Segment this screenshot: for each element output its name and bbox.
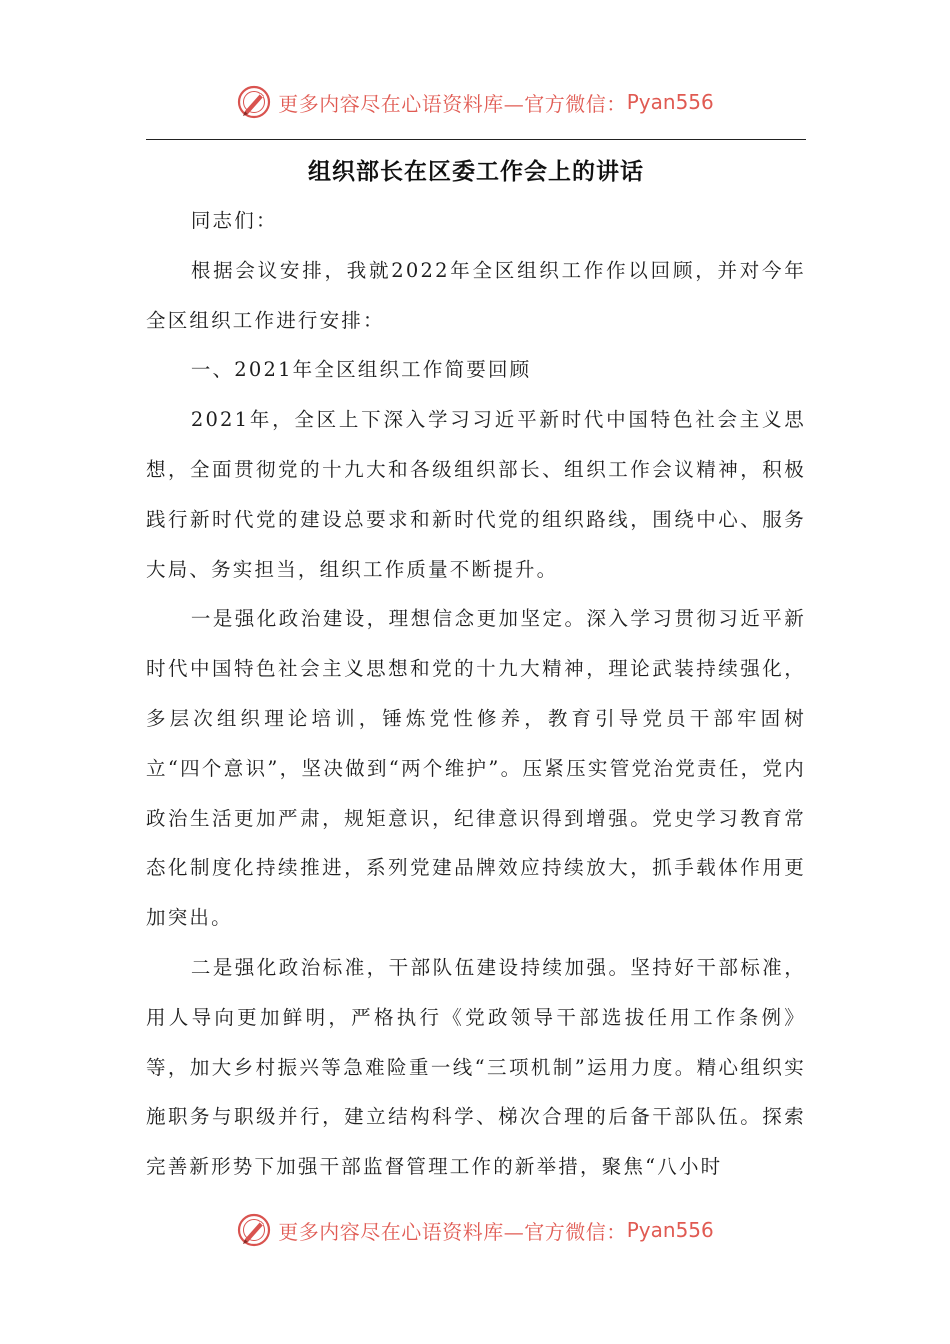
watermark-text: 更多内容尽在心语资料库—官方微信：: [278, 91, 627, 116]
footer-watermark: [0, 1208, 950, 1252]
header-divider: [146, 139, 806, 140]
watermark-wechat-id: Pyan556: [626, 90, 714, 114]
watermark-wechat-id: Pyan556: [626, 1218, 714, 1242]
paragraph-overview: 2021年，全区上下深入学习习近平新时代中国特色社会主义思想，全面贯彻党的十九大和各级组织部长、组织工作会议精神，积极践行新时代党的建设总要求和新时代党的组织路线，围绕中心、服务大局、务实担当，组织工作质量不断提升。: [146, 408, 806, 581]
header-watermark: [0, 80, 950, 124]
paragraph-intro: 根据会议安排，我就2022年全区组织工作作以回顾，并对今年全区组织工作进行安排：: [146, 258, 806, 332]
paragraph-point-two: 二是强化政治标准，干部队伍建设持续加强。坚持好干部标准，用人导向更加鲜明，严格执行《党政领导干部选拔任用工作条例》等，加大乡村振兴等急难险重一线“三项机制”运用力度。精心组织实施职务与职级并行，建立结构科学、梯次合理的后备干部队伍。探索完善新形势下加强干部监督管理工作的新举措，聚焦“八小时: [146, 955, 806, 1179]
paragraph-point-one: 一是强化政治建设，理想信念更加坚定。深入学习贯彻习近平新时代中国特色社会主义思想和党的十九大精神，理论武装持续强化，多层次组织理论培训，锤炼党性修养，教育引导党员干部牢固树立“四个意识”，坚决做到“两个维护”。压紧压实管党治党责任，党内政治生活更加严肃，规矩意识，纪律意识得到增强。党史学习教育常态化制度化持续推进，系列党建品牌效应持续放大，抓手载体作用更加突出。: [146, 607, 806, 930]
pen-logo-icon: [236, 1212, 272, 1248]
watermark-text: 更多内容尽在心语资料库—官方微信：: [278, 1219, 627, 1244]
salutation: 同志们：: [190, 209, 278, 232]
pen-logo-icon: [236, 84, 272, 120]
section-heading: 一、2021年全区组织工作简要回顾: [190, 358, 532, 382]
document-body: [146, 196, 806, 1192]
document-title: 组织部长在区委工作会上的讲话: [308, 159, 644, 185]
